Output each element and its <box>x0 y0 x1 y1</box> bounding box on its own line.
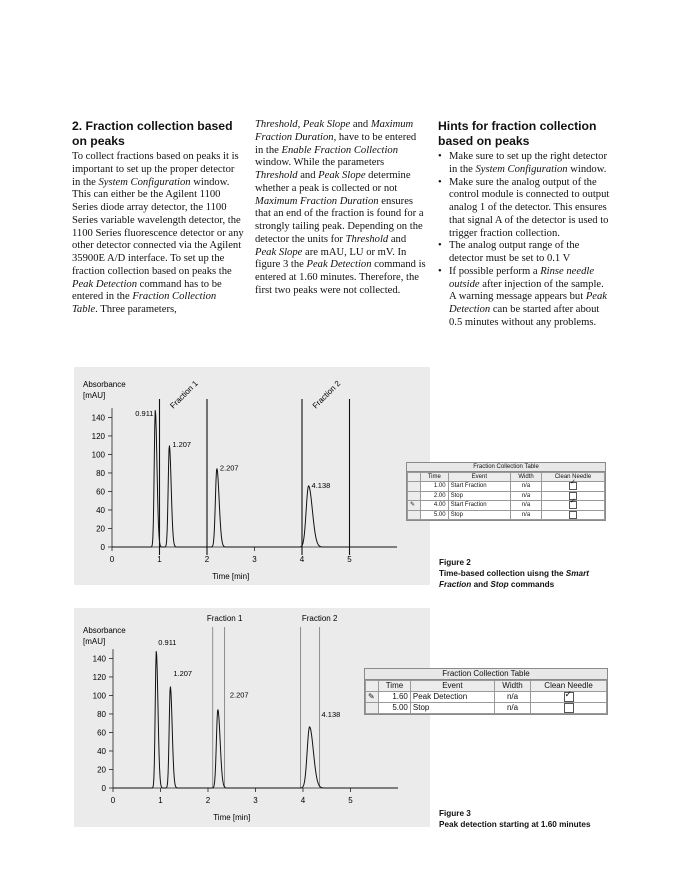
italic-term: Peak Detection <box>306 259 372 271</box>
row-header <box>408 491 421 501</box>
clean-needle-cell <box>531 692 607 703</box>
peak-label: 0.911 <box>158 638 177 648</box>
text-run: window. <box>567 163 607 175</box>
table-title: Fraction Collection Table <box>407 463 605 472</box>
text-run: are mAU, LU or mV. In figure 3 the <box>255 246 407 271</box>
hint-item <box>438 266 610 330</box>
x-tick-label: 2 <box>204 555 210 564</box>
y-tick-label: 60 <box>97 728 106 738</box>
text-run: If possible perform a <box>449 265 541 277</box>
x-tick-label: 5 <box>348 796 353 805</box>
x-tick-label: 4 <box>300 796 306 805</box>
width-cell: n/a <box>511 491 542 501</box>
text-run: after injection of the sample. A warning message appears but <box>449 278 604 303</box>
text-run: Time-based collection uisng the <box>439 569 566 578</box>
italic-term: Fraction Collection Table <box>72 291 217 315</box>
clean-needle-checkbox[interactable] <box>569 511 577 519</box>
text-run: command has to be entered in the <box>72 278 222 303</box>
event-cell: Stop <box>448 510 510 520</box>
peak-label: 4.138 <box>311 480 331 490</box>
text-run: and <box>388 233 407 245</box>
y-tick-label: 20 <box>97 765 106 775</box>
y-tick-label: 0 <box>100 543 105 552</box>
italic-term: System Configuration <box>475 163 568 175</box>
time-cell: 1.00 <box>421 482 449 492</box>
text-run: can be started after about 0.5 minutes without any problems. <box>449 304 600 328</box>
fraction-label: Fraction 1 <box>206 614 243 623</box>
x-axis-label: Time [min] <box>213 813 251 822</box>
y-axis-label: Absorbance <box>83 380 126 389</box>
text-run: Make sure the analog output of the control module is connected to output analog 1 of the detector. This ensures that signal A of the detector is used to trigger fraction collection. <box>449 176 610 239</box>
peak-label: 2.207 <box>219 463 239 473</box>
figure3-caption-label: Figure 3 <box>439 809 471 818</box>
hint-item <box>438 151 610 177</box>
text-run: , have to be entered in the <box>255 131 417 156</box>
hints-heading: Hints for fraction collection based on peaks <box>438 119 597 148</box>
table-row[interactable] <box>366 692 607 703</box>
edit-pencil-icon: ✎ <box>366 692 379 703</box>
event-cell: Start Fraction <box>448 501 510 511</box>
italic-term: Peak Detection <box>449 291 607 315</box>
figure2-chart <box>74 367 430 585</box>
fraction-label: Fraction 2 <box>301 614 338 623</box>
text-run: window. While the parameters <box>255 157 385 169</box>
x-tick-label: 1 <box>158 796 163 805</box>
table-row[interactable] <box>408 510 605 520</box>
italic-term: Peak Slope <box>255 246 303 258</box>
x-tick-label: 3 <box>252 555 257 564</box>
figure2-caption-text <box>439 568 614 590</box>
italic-term: Peak Slope <box>302 119 351 130</box>
y-tick-label: 140 <box>92 654 106 664</box>
x-tick-label: 1 <box>157 555 162 564</box>
italic-term: Stop <box>490 580 509 589</box>
figure3-caption-text <box>439 819 614 830</box>
text-run: , <box>297 119 303 130</box>
time-cell: 4.00 <box>421 501 449 511</box>
text-run: and <box>471 580 491 589</box>
y-tick-label: 120 <box>91 431 105 441</box>
time-cell: 5.00 <box>379 703 411 714</box>
fraction-label: Fraction 1 <box>168 378 200 411</box>
column-right <box>438 119 610 330</box>
row-header-corner <box>366 681 379 692</box>
y-axis-unit-label: [mAU] <box>83 637 106 646</box>
italic-term: Rinse needle outside <box>449 265 595 290</box>
peak-label: 2.207 <box>229 690 249 700</box>
column-header: Event <box>448 473 510 482</box>
width-cell: n/a <box>511 501 542 511</box>
figure3-chart <box>74 608 430 827</box>
row-header-corner <box>408 473 421 482</box>
signal-trace <box>113 651 398 788</box>
text-run: To collect fractions based on peaks it is important to set up the proper detector in the <box>72 151 239 188</box>
event-cell: Stop <box>410 703 494 714</box>
clean-needle-checkbox[interactable] <box>564 692 574 702</box>
time-cell: 1.60 <box>379 692 411 703</box>
y-tick-label: 80 <box>97 709 106 719</box>
figure2-chart-panel <box>74 367 430 585</box>
text-run: window. This can either be the Agilent 1100 Series diode array detector, the 1100 Series variable wavelength detector, the 1100 Series fluorescence detector or any other detector connected via the Agilent 35900E A/D interface. To set up the fraction collection based on peaks the <box>72 176 244 277</box>
body-paragraph <box>255 119 427 298</box>
x-tick-label: 4 <box>299 555 305 564</box>
column-header: Event <box>410 681 494 692</box>
figure2-caption-label: Figure 2 <box>439 558 471 567</box>
figure3-chart-panel <box>74 608 430 827</box>
y-tick-label: 40 <box>96 505 105 515</box>
table-row[interactable] <box>366 703 607 714</box>
column-left <box>72 119 244 317</box>
y-tick-label: 120 <box>92 672 106 682</box>
width-cell: n/a <box>494 692 530 703</box>
italic-term: Smart Fraction <box>439 569 589 589</box>
figure2-fraction-table <box>406 462 606 521</box>
peak-label: 0.911 <box>135 409 154 419</box>
column-header: Clean Needle <box>531 681 607 692</box>
time-cell: 5.00 <box>421 510 449 520</box>
y-tick-label: 100 <box>92 691 106 701</box>
row-header <box>408 482 421 492</box>
italic-term: Threshold <box>255 119 298 130</box>
text-run: commands <box>508 580 555 589</box>
clean-needle-checkbox[interactable] <box>569 482 577 490</box>
column-header: Time <box>421 473 449 482</box>
column-header: Time <box>379 681 411 692</box>
italic-term: Maximum Fraction Duration <box>255 119 414 143</box>
width-cell: n/a <box>511 482 542 492</box>
y-tick-label: 140 <box>91 413 105 423</box>
column-header: Width <box>511 473 542 482</box>
clean-needle-cell <box>531 703 607 714</box>
y-tick-label: 80 <box>96 468 105 478</box>
event-cell: Peak Detection <box>410 692 494 703</box>
table-row[interactable] <box>408 501 605 511</box>
column-header: Clean Needle <box>542 473 605 482</box>
y-tick-label: 20 <box>96 524 105 534</box>
text-run: Make sure to set up the right detector in the <box>449 151 607 175</box>
italic-term: Peak Detection <box>72 278 138 290</box>
table-title: Fraction Collection Table <box>365 669 607 680</box>
clean-needle-cell <box>542 501 605 511</box>
row-header <box>366 703 379 714</box>
event-cell: Start Fraction <box>448 482 510 492</box>
hint-item <box>438 177 610 241</box>
italic-term: Maximum Fraction Duration <box>255 195 379 207</box>
body-paragraph <box>72 151 244 317</box>
time-cell: 2.00 <box>421 491 449 501</box>
clean-needle-cell <box>542 482 605 492</box>
width-cell: n/a <box>511 510 542 520</box>
figure2-caption <box>439 557 614 590</box>
y-tick-label: 100 <box>91 450 105 460</box>
y-tick-label: 0 <box>101 784 106 793</box>
x-tick-label: 2 <box>205 796 211 805</box>
text-run: . Three parameters, <box>95 304 177 315</box>
fraction-table <box>365 680 607 714</box>
event-cell: Stop <box>448 491 510 501</box>
figure3-fraction-table <box>364 668 608 715</box>
row-header <box>408 510 421 520</box>
signal-trace <box>112 410 397 547</box>
text-run: The analog output range of the detector must be set to 0.1 V <box>449 240 580 264</box>
clean-needle-cell <box>542 510 605 520</box>
x-tick-label: 0 <box>109 555 115 564</box>
text-run: determine whether a peak is collected or not <box>255 170 411 194</box>
x-axis-label: Time [min] <box>212 572 250 581</box>
width-cell: n/a <box>494 703 530 714</box>
text-run: command is entered at 1.60 minutes. Therefore, the first two peaks were not collected. <box>255 259 426 296</box>
y-axis-label: Absorbance <box>83 626 126 635</box>
x-tick-label: 0 <box>110 796 116 805</box>
y-tick-label: 40 <box>97 746 106 756</box>
italic-term: System Configuration <box>98 176 191 188</box>
hint-item <box>438 240 610 266</box>
italic-term: Threshold <box>345 233 389 245</box>
clean-needle-checkbox[interactable] <box>569 501 577 509</box>
y-tick-label: 60 <box>96 487 105 497</box>
peak-label: 1.207 <box>172 440 192 450</box>
column-header: Width <box>494 681 530 692</box>
edit-pencil-icon: ✎ <box>408 501 421 511</box>
section-heading: 2. Fraction collection based on peaks <box>72 119 233 148</box>
hints-list <box>438 151 610 330</box>
x-tick-label: 3 <box>253 796 258 805</box>
table-row[interactable] <box>408 482 605 492</box>
column-middle <box>255 119 427 298</box>
y-axis-unit-label: [mAU] <box>83 391 106 400</box>
italic-term: Threshold <box>255 170 298 181</box>
fraction-label: Fraction 2 <box>310 378 343 411</box>
italic-term: Peak Slope <box>318 170 366 181</box>
fraction-table <box>407 472 605 520</box>
clean-needle-checkbox[interactable] <box>564 703 574 713</box>
text-run: and <box>297 170 319 181</box>
peak-label: 4.138 <box>321 709 341 719</box>
text-run: Peak detection starting at 1.60 minutes <box>439 820 591 829</box>
italic-term: Enable Fraction Collection <box>281 144 398 156</box>
text-run: ensures that an end of the fraction is found for a strongly tailing peak. Depending on the detector the units for <box>255 195 424 245</box>
figure3-caption <box>439 808 614 830</box>
text-run: and <box>350 119 371 130</box>
x-tick-label: 5 <box>347 555 352 564</box>
peak-label: 1.207 <box>173 669 193 679</box>
